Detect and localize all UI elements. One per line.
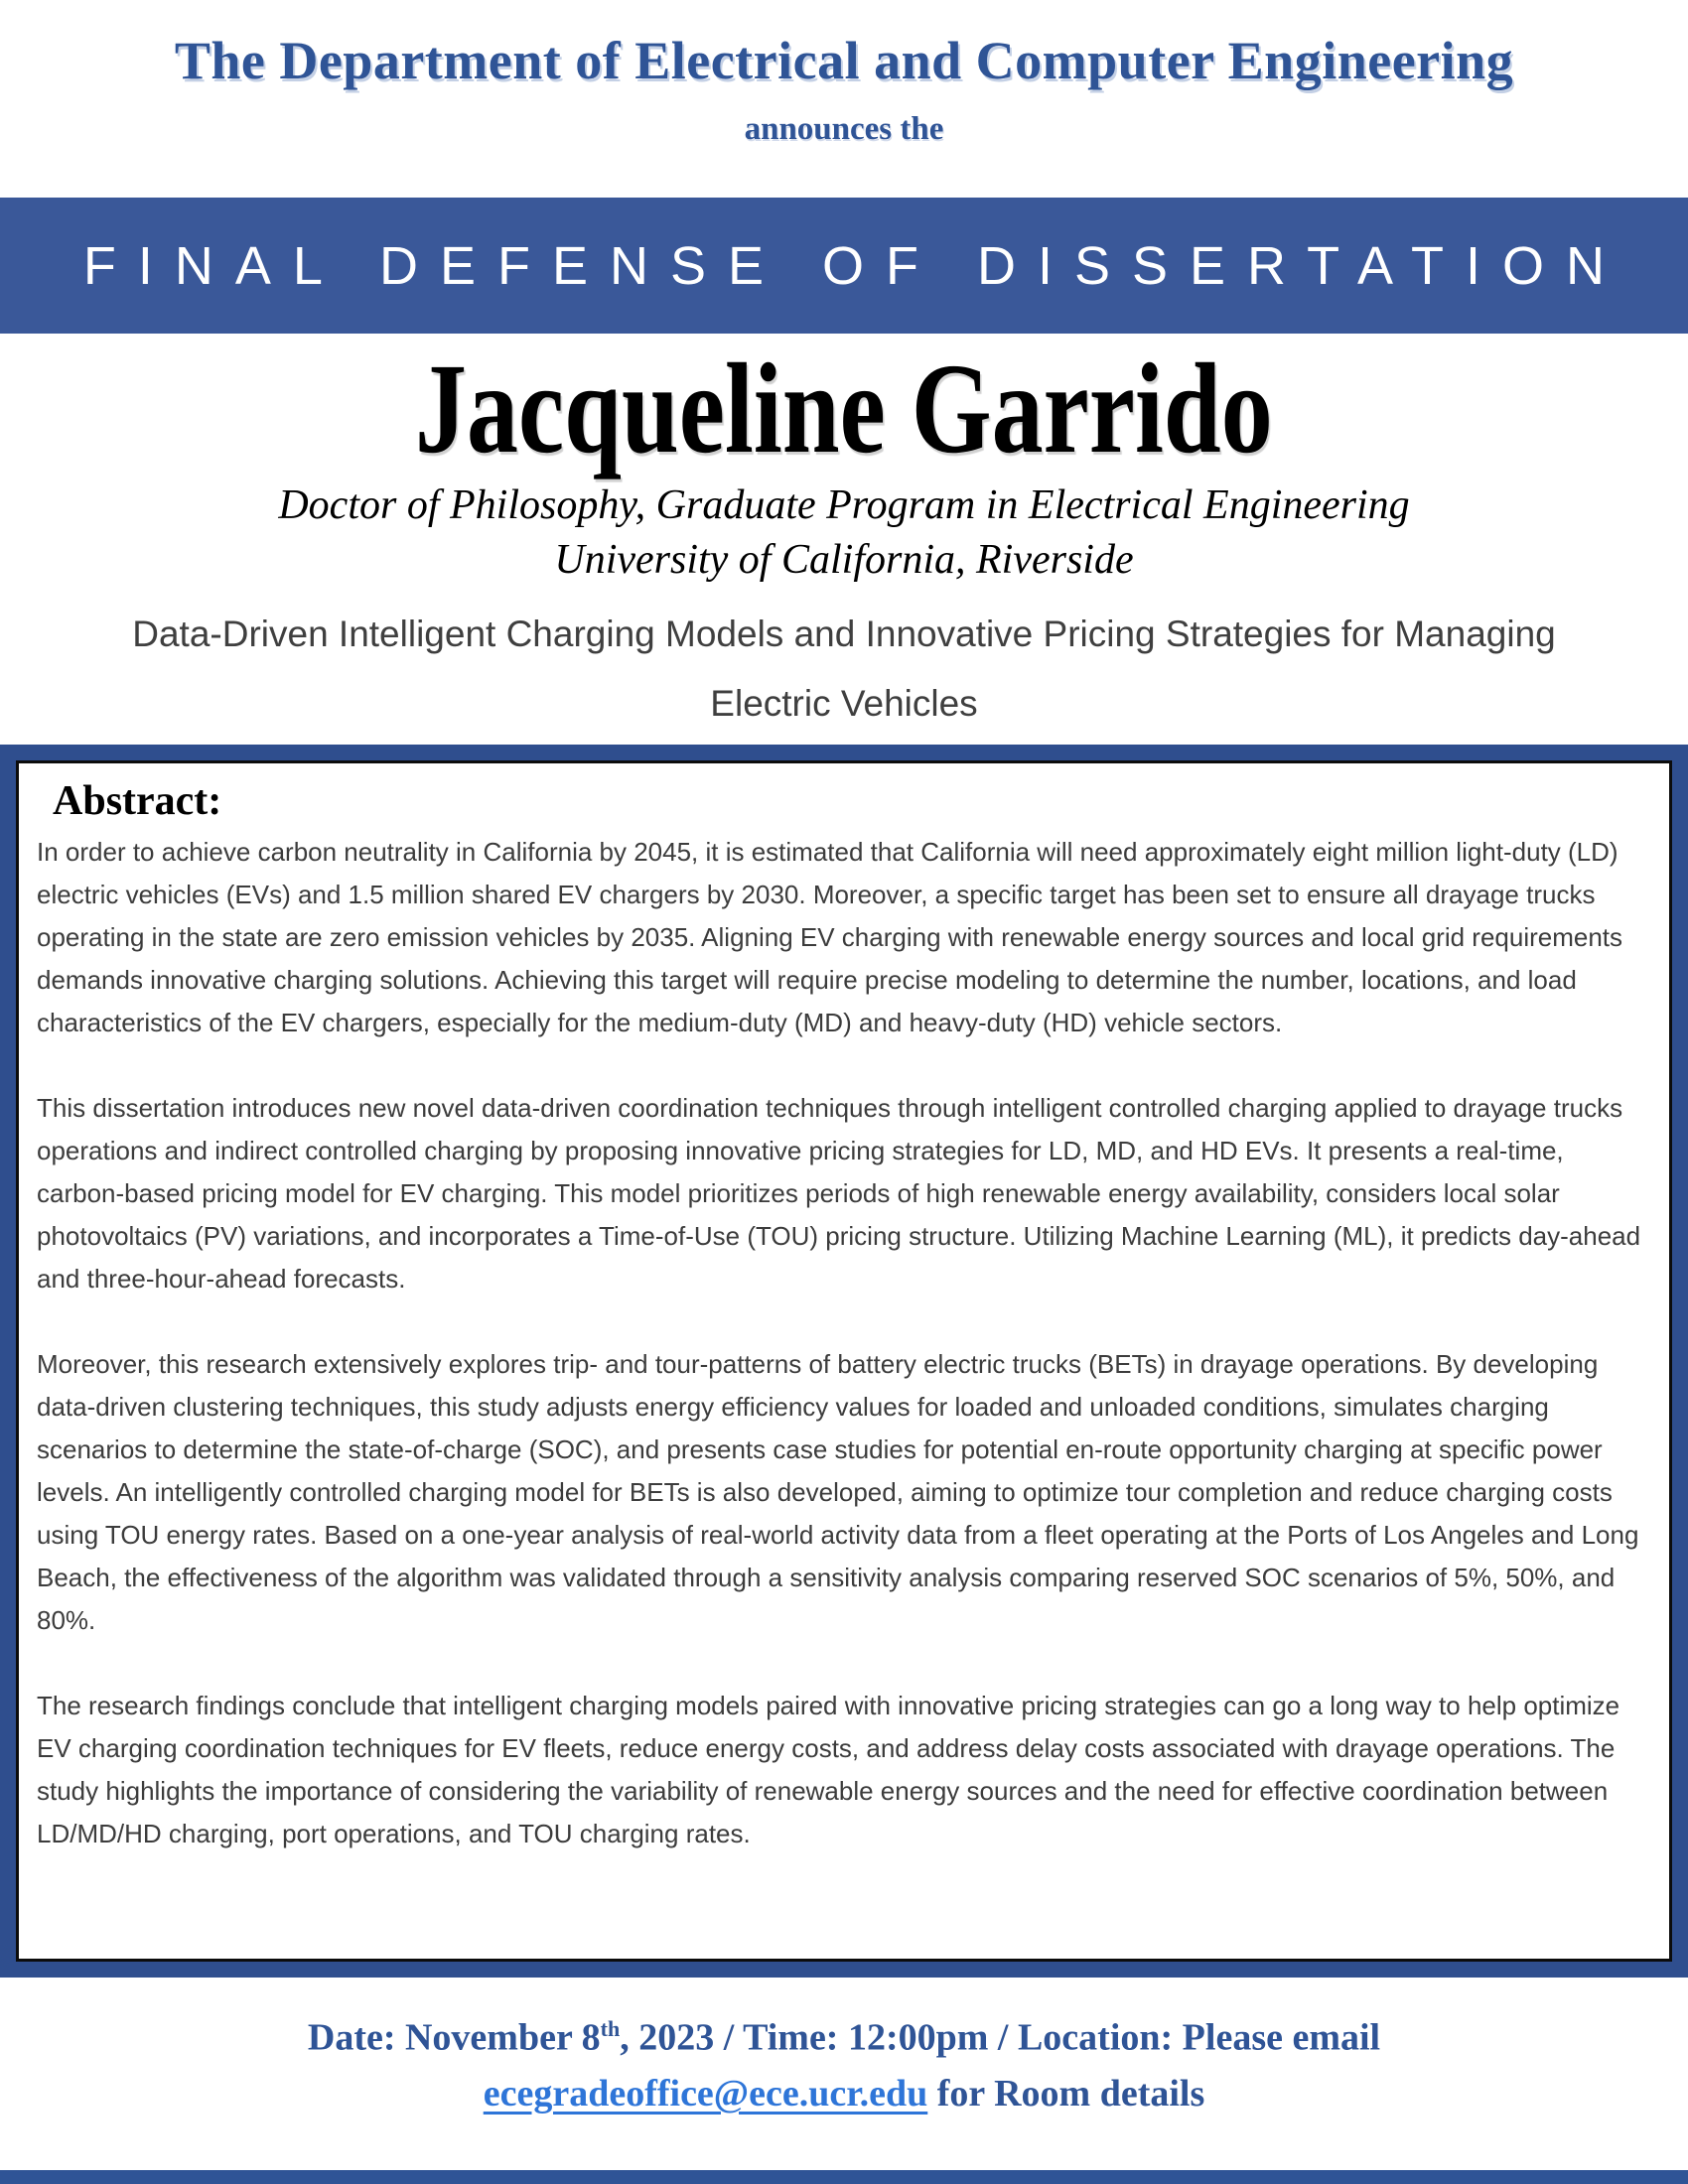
time-location-text: , 2023 / Time: 12:00pm / Location: Please email: [620, 2016, 1381, 2059]
date-time-location-line: [0, 2001, 1688, 2066]
dissertation-title-line-1: Data-Driven Intelligent Charging Models and Innovative Pricing Strategies for Managing: [132, 614, 1556, 654]
abstract-paragraph-1: In order to achieve carbon neutrality in California by 2045, it is estimated that California will need approximately eight million light-duty (LD) electric vehicles (EVs) and 1.5 million shared EV chargers by 2030. Moreover, a specific target has been set to ensure all drayage trucks operating in the state are zero emission vehicles by 2035. Aligning EV charging with renewable energy sources and local grid requirements demands innovative charging solutions. Achieving this target will require precise modeling to determine the number, locations, and load characteristics of the EV chargers, especially for the medium-duty (MD) and heavy-duty (HD) vehicle sectors.: [37, 837, 1623, 1037]
dissertation-title: [0, 600, 1688, 739]
email-line: [0, 2066, 1688, 2121]
date-ordinal-superscript: th: [600, 2016, 621, 2041]
abstract-box: [16, 760, 1672, 1962]
candidate-name: [0, 334, 1688, 484]
degree-program-line: Doctor of Philosophy, Graduate Program in Electrical Engineering: [278, 482, 1410, 528]
email-link[interactable]: ecegradeoffice@ece.ucr.edu: [483, 2072, 928, 2115]
university-line: University of California, Riverside: [554, 537, 1134, 583]
dissertation-title-line-2: Electric Vehicles: [710, 683, 978, 724]
abstract-paragraph-4: The research findings conclude that intelligent charging models paired with innovative pricing strategies can go a long way to help optimize EV charging coordination techniques for EV fleets, reduce energy costs, and address delay costs associated with drayage operations. The study highlights the importance of considering the variability of renewable energy sources and the need for effective coordination between LD/MD/HD charging, port operations, and TOU charging rates.: [37, 1691, 1620, 1848]
bottom-blue-bar: [0, 2170, 1688, 2184]
department-title: The Department of Electrical and Computer Engineering: [174, 31, 1514, 90]
banner-text: FINAL DEFENSE OF DISSERTATION: [82, 235, 1627, 296]
abstract-paragraph-3: Moreover, this research extensively explores trip- and tour-patterns of battery electric trucks (BETs) in drayage operations. By developing data-driven clustering techniques, this study adjusts energy efficiency values for loaded and unloaded conditions, simulates charging scenarios to determine the state-of-charge (SOC), and presents case studies for potential en-route opportunity charging at specific power levels. An intelligently controlled charging model for BETs is also developed, aiming to optimize tour completion and reduce charging costs using TOU energy rates. Based on a one-year analysis of real-world activity data from a fleet operating at the Ports of Los Angeles and Long Beach, the effectiveness of the algorithm was validated through a sensitivity analysis comparing reserved SOC scenarios of 5%, 50%, and 80%.: [37, 1349, 1639, 1635]
defense-banner: [0, 198, 1688, 334]
email-suffix-text: for Room details: [927, 2072, 1205, 2115]
abstract-paragraph-2: This dissertation introduces new novel data-driven coordination techniques through intelligent controlled charging applied to drayage trucks operations and indirect controlled charging by proposing innovative pricing strategies for LD, MD, and HD EVs. It presents a real-time, carbon-based pricing model for EV charging. This model prioritizes periods of high renewable energy availability, considers local solar photovoltaics (PV) variations, and incorporates a Time-of-Use (TOU) pricing structure. Utilizing Machine Learning (ML), it predicts day-ahead and three-hour-ahead forecasts.: [37, 1093, 1641, 1294]
announces-subtitle: announces the: [744, 111, 944, 147]
abstract-section: [0, 745, 1688, 1978]
candidate-name-text: Jacqueline Garrido: [415, 338, 1273, 480]
abstract-heading: Abstract:: [53, 778, 222, 824]
event-details: [0, 2001, 1688, 2121]
degree-lines: [0, 478, 1688, 588]
date-text: Date: November 8: [307, 2016, 601, 2059]
